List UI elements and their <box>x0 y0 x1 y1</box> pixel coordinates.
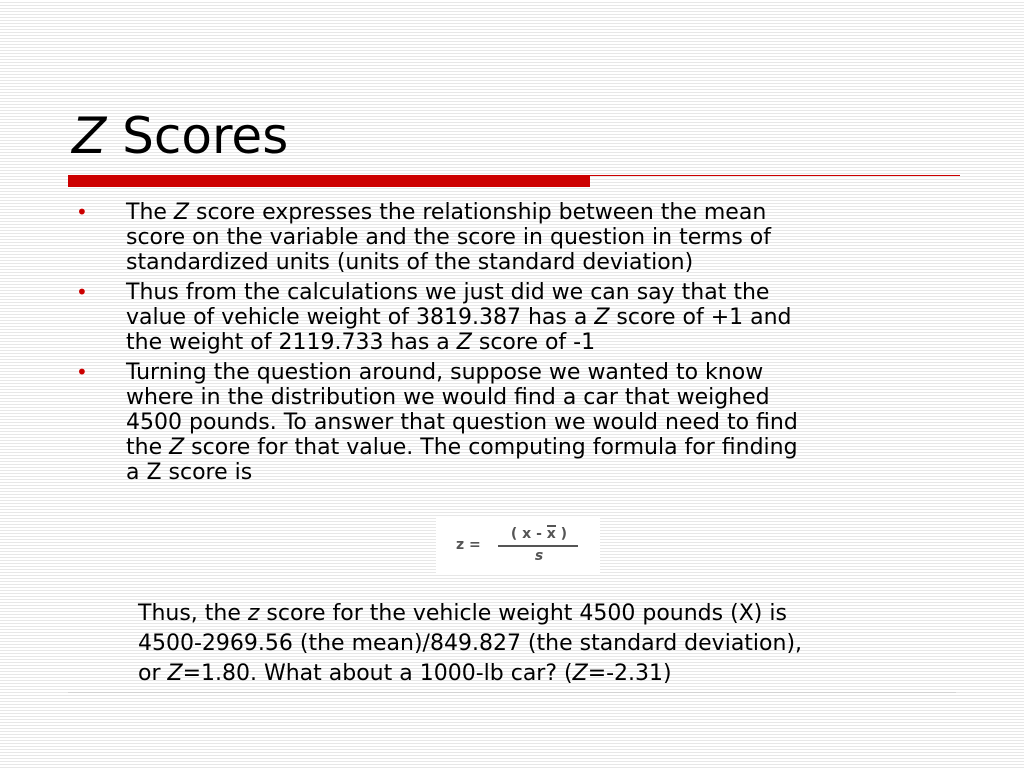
bullet-1-line-3: standardized units (units of the standard deviation) <box>126 250 694 275</box>
bullet-1-line-2: score on the variable and the score in question in terms of <box>126 225 771 250</box>
z-score-formula <box>436 516 600 574</box>
formula-x-bar: x <box>546 526 556 542</box>
bullet-item <box>76 280 946 355</box>
formula-fraction-bar <box>498 545 578 547</box>
result-line-2: 4500-2969.56 (the mean)/849.827 (the standard deviation), <box>138 631 803 656</box>
bullet-2-line-2: value of vehicle weight of 3819.387 has a Z score of +1 and <box>126 305 792 330</box>
bullet-marker: • <box>76 280 88 304</box>
bullet-marker: • <box>76 200 88 224</box>
bullet-item <box>76 200 946 275</box>
result-line-1: Thus, the z score for the vehicle weight 4500 pounds (X) is <box>138 601 787 626</box>
bullet-marker: • <box>76 360 88 384</box>
bullet-item <box>76 360 946 485</box>
title-text: Scores <box>106 107 289 165</box>
formula-denominator: s <box>534 548 544 564</box>
title-underline-thick <box>68 175 590 187</box>
bullet-3-line-1: Turning the question around, suppose we wanted to know <box>126 360 764 385</box>
bullet-list <box>76 200 946 490</box>
bullet-1-line-1: The Z score expresses the relationship between the mean <box>126 200 767 225</box>
bullet-2-line-1: Thus from the calculations we just did we can say that the <box>126 280 770 305</box>
formula-numerator: ( x - x ) <box>510 526 568 542</box>
result-line-3: or Z=1.80. What about a 1000-lb car? (Z=-2.31) <box>138 661 672 686</box>
title-z-variable: Z <box>72 107 107 165</box>
formula-lhs: z = <box>456 537 481 553</box>
result-paragraph <box>138 599 938 689</box>
footer-divider <box>68 692 956 693</box>
slide-title <box>72 104 288 168</box>
bullet-3-line-4: the Z score for that value. The computing formula for finding <box>126 435 798 460</box>
bullet-3-line-5: a Z score is <box>126 460 253 485</box>
bullet-2-line-3: the weight of 2119.733 has a Z score of -1 <box>126 330 596 355</box>
bullet-3-line-2: where in the distribution we would find a car that weighed <box>126 385 770 410</box>
bullet-3-line-3: 4500 pounds. To answer that question we would need to find <box>126 410 798 435</box>
title-underline-thin <box>590 175 960 176</box>
